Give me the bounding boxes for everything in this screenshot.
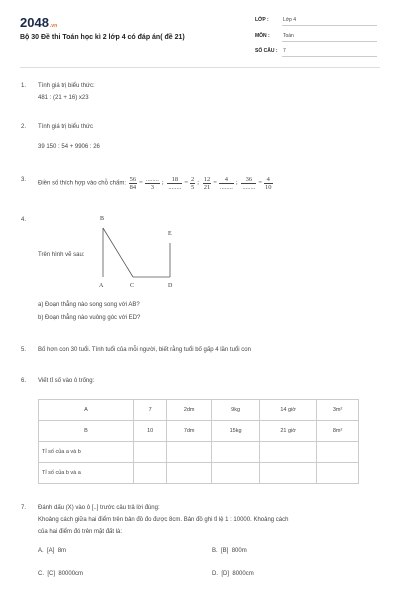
expression: 39 150 : 54 + 9906 : 26	[38, 144, 100, 150]
sub-question: b) Đoạn thẳng nào vuông góc với ED?	[38, 315, 141, 321]
fraction: $\frac{36}{........}$	[242, 175, 256, 191]
table-cell: 8m²	[317, 421, 359, 442]
answer-cell[interactable]	[260, 463, 317, 484]
answer-option-b[interactable]: B. [B] 800m	[212, 548, 247, 554]
question-number: 6.	[21, 378, 27, 384]
question-text: Tính giá trị biểu thức:	[38, 83, 95, 89]
table-cell: B	[39, 421, 134, 442]
question-number: 1.	[21, 83, 27, 89]
answer-cell[interactable]	[317, 463, 359, 484]
answer-cell[interactable]	[134, 463, 167, 484]
question-number: 2.	[21, 124, 27, 130]
meta-underline	[282, 41, 377, 42]
table-cell: 21 giờ	[260, 421, 317, 442]
question-text: Tính giá trị biểu thức	[38, 124, 94, 130]
table-cell: 7dm	[167, 421, 212, 442]
question-text: Bố hơn con 30 tuổi. Tính tuổi của mỗi người, biết rằng tuổi bố gấp 4 lần tuổi con	[38, 347, 251, 353]
meta-underline	[282, 25, 377, 26]
table-cell: A	[39, 400, 134, 421]
question-body: Khoảng cách giữa hai điểm trên bản đồ đo được 8cm. Bản đồ ghi tỉ lệ 1 : 10000. Khoảng cách	[38, 517, 289, 523]
answer-cell[interactable]	[167, 442, 212, 463]
fraction: $\frac{2}{5}$	[190, 175, 195, 191]
segment-bc	[103, 228, 133, 277]
fraction-exercise: Điền số thích hợp vào chỗ chấm: $\frac{56}{84}$ = $\frac{........}{3}$ ; $\frac{18}{........}$ = $\frac{2}{5}$ ; $\frac{12}{21}$ = $\frac{4}{........}$ ; $\frac{36}{........}$ = $\frac{4}{10}$	[38, 175, 272, 191]
meta-subject: MÔN : Toán	[255, 33, 294, 39]
table-cell: 10	[134, 421, 167, 442]
point-label: E	[168, 231, 172, 237]
geometry-figure	[90, 210, 190, 295]
table-cell: 14 giờ	[260, 400, 317, 421]
table-cell: 9kg	[212, 400, 260, 421]
table-row	[39, 421, 359, 442]
table-row	[39, 442, 359, 463]
document-title: Bộ 30 Đề thi Toán học kì 2 lớp 4 có đáp án( đề 21)	[20, 34, 185, 41]
table-row	[39, 400, 359, 421]
table-cell: 7	[134, 400, 167, 421]
answer-cell[interactable]	[167, 463, 212, 484]
table-row	[39, 463, 359, 484]
question-number: 7.	[21, 505, 27, 511]
fraction: $\frac{4}{10}$	[265, 175, 272, 191]
point-label: B	[100, 216, 105, 222]
question-number: 3.	[21, 177, 27, 183]
question-number: 5.	[21, 347, 27, 353]
answer-option-d[interactable]: D. [D] 8000cm	[212, 571, 254, 577]
fraction: $\frac{56}{84}$	[129, 175, 137, 191]
question-body: của hai điểm đó trên mặt đất là:	[38, 529, 123, 535]
fraction: $\frac{4}{........}$	[219, 175, 233, 191]
answer-cell[interactable]	[134, 442, 167, 463]
answer-option-a[interactable]: A. [A] 8m	[38, 548, 67, 554]
table-cell: 3m²	[317, 400, 359, 421]
site-logo[interactable]: 2048.vn	[20, 15, 58, 30]
answer-cell[interactable]	[317, 442, 359, 463]
ratio-table	[38, 399, 359, 484]
fraction: $\frac{18}{........}$	[168, 175, 182, 191]
table-cell: Tỉ số của b và a	[39, 463, 134, 484]
table-cell: 15kg	[212, 421, 260, 442]
point-label: D	[168, 283, 173, 289]
meta-question-count: SỐ CÂU : 7	[255, 48, 286, 54]
answer-cell[interactable]	[212, 463, 260, 484]
question-text: Viết tỉ số vào ô trống:	[38, 378, 95, 384]
header-divider	[20, 67, 380, 68]
question-text: Trên hình vẽ sau:	[38, 252, 85, 258]
point-label: C	[130, 283, 135, 289]
question-number: 4.	[21, 217, 27, 223]
table-cell: 2dm	[167, 400, 212, 421]
answer-cell[interactable]	[260, 442, 317, 463]
fraction: $\frac{12}{21}$	[203, 175, 211, 191]
question-text: Đánh dấu (X) vào ô [..] trước câu trả lời đúng:	[38, 505, 160, 511]
expression: 481 : (21 + 16) x23	[38, 95, 89, 101]
answer-option-c[interactable]: C. [C] 80000cm	[38, 571, 84, 577]
answer-cell[interactable]	[212, 442, 260, 463]
point-label: A	[99, 283, 104, 289]
site-logo-suffix: .vn	[49, 23, 58, 29]
meta-underline	[282, 56, 377, 57]
fraction: $\frac{........}{3}$	[145, 175, 159, 191]
meta-class: LỚP : Lớp 4	[255, 17, 297, 23]
table-cell: Tỉ số của a và b	[39, 442, 134, 463]
sub-question: a) Đoạn thẳng nào song song với AB?	[38, 302, 140, 308]
question-text: Điền số thích hợp vào chỗ chấm:	[38, 180, 126, 187]
